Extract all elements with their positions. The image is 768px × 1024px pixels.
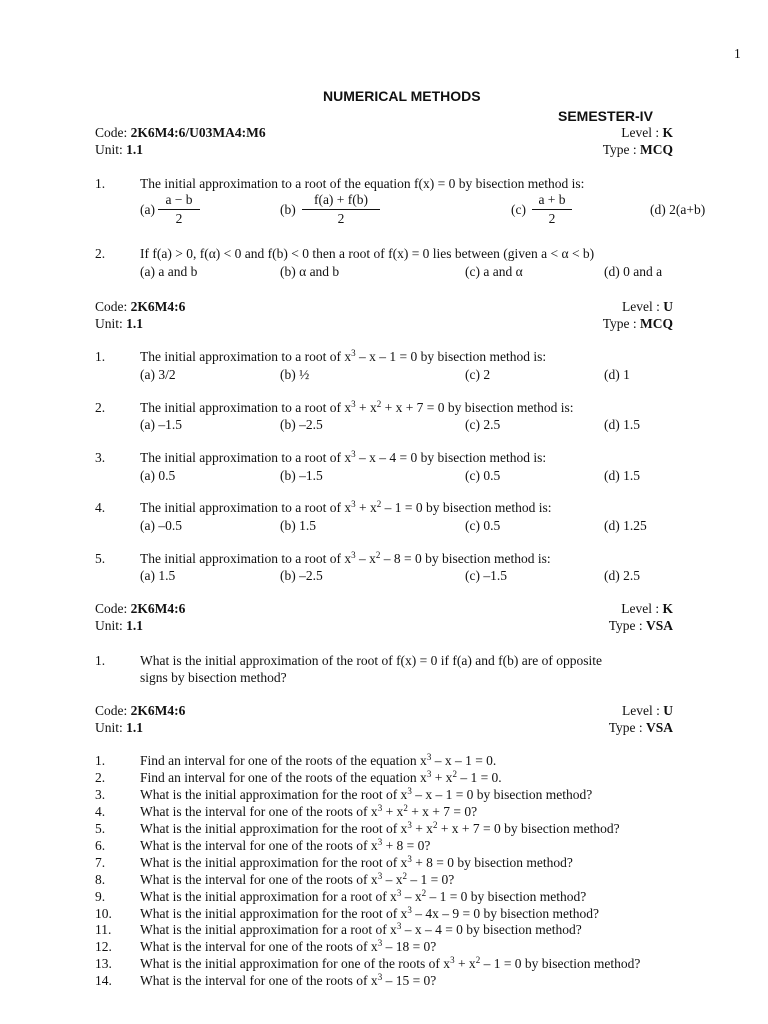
- code-label: Code:: [95, 601, 128, 616]
- type-label: Type :: [608, 720, 643, 735]
- option-d: (d) 2(a+b): [650, 202, 706, 217]
- question-number: 3.: [95, 450, 106, 465]
- option-a-label: (a): [140, 202, 155, 217]
- section-2-level: [622, 299, 673, 315]
- denominator: 2: [548, 211, 556, 226]
- denominator: 2: [337, 211, 345, 226]
- question-number: 2.: [95, 400, 106, 415]
- item-number: 10.: [95, 906, 112, 921]
- level-label: Level :: [622, 299, 660, 314]
- document-title: NUMERICAL METHODS: [323, 88, 481, 104]
- unit-label: Unit:: [95, 618, 123, 633]
- question-text: If f(a) > 0, f(α) < 0 and f(b) < 0 then a root of f(x) = 0 lies between (given a < α < b): [140, 246, 595, 261]
- item-text: What is the initial approximation for the root of $x^3 + 8 = 0$ by bisection method?: [140, 854, 573, 870]
- unit-value: 1.1: [126, 316, 144, 331]
- option-b: (b) –2.5: [280, 417, 323, 432]
- option-c-fraction: [532, 192, 572, 227]
- item-number: 7.: [95, 855, 106, 870]
- numerator: a + b: [538, 192, 566, 207]
- question-text: The initial approximation to a root of $x^3 - x - 1 = 0$ by bisection method is:: [140, 348, 547, 364]
- section-2-type: [603, 316, 673, 332]
- type-value: VSA: [645, 720, 673, 735]
- item-number: 14.: [95, 973, 112, 988]
- option-b: (b) –2.5: [280, 568, 323, 583]
- option-b: (b) 1.5: [280, 518, 316, 533]
- item-number: 12.: [95, 939, 112, 954]
- option-a: (a) 1.5: [140, 568, 176, 583]
- unit-value: 1.1: [126, 720, 144, 735]
- type-label: Type :: [602, 316, 637, 331]
- option-d: (d) 1.5: [604, 417, 640, 432]
- option-a: (a) –1.5: [140, 417, 182, 432]
- section-1-unit: [95, 142, 143, 158]
- option-d: (d) 0 and a: [604, 264, 663, 279]
- item-text: What is the interval for one of the roots of $x^3 + 8 = 0$?: [140, 837, 431, 853]
- section-1-code: [95, 125, 266, 141]
- page-number: 1: [734, 46, 741, 61]
- item-number: 11.: [95, 922, 112, 937]
- question-number: 1.: [95, 176, 106, 191]
- section-2-unit: [95, 316, 143, 332]
- section-4-code: [95, 703, 185, 719]
- question-text: The initial approximation to a root of $x^3 - x - 4 = 0$ by bisection method is:: [140, 449, 547, 465]
- option-b: (b) α and b: [280, 264, 340, 279]
- section-4-type: [609, 720, 673, 736]
- option-c: (c) 0.5: [465, 468, 501, 483]
- code-value: 2K6M4:6: [130, 601, 186, 616]
- option-d: (d) 1.25: [604, 518, 647, 533]
- level-value: K: [662, 125, 673, 140]
- section-3-unit: [95, 618, 143, 634]
- item-number: 5.: [95, 821, 106, 836]
- item-text: Find an interval for one of the roots of the equation $x^3 - x - 1 = 0$.: [140, 752, 497, 768]
- option-b-label: (b): [280, 202, 296, 217]
- question-text: The initial approximation to a root of $x^3 - x^2 - 8 = 0$ by bisection method is:: [140, 550, 551, 566]
- item-text: What is the interval for one of the roots of $x^3 - 18 = 0$?: [140, 938, 437, 954]
- question-text-line-2: signs by bisection method?: [140, 670, 287, 685]
- section-3-level: [621, 601, 673, 617]
- item-number: 6.: [95, 838, 106, 853]
- item-text: What is the interval for one of the roots of $x^3 - 15 = 0$?: [140, 972, 437, 988]
- item-number: 9.: [95, 889, 106, 904]
- item-number: 1.: [95, 753, 106, 768]
- question-text: The initial approximation to a root of $x^3 + x^2 - 1 = 0$ by bisection method is:: [140, 499, 552, 515]
- section-3-code: [95, 601, 185, 617]
- section-1-level: [621, 125, 673, 141]
- semester-label: SEMESTER-IV: [558, 108, 653, 124]
- item-number: 3.: [95, 787, 106, 802]
- code-value: 2K6M4:6: [130, 703, 186, 718]
- option-c: (c) 2: [465, 367, 491, 382]
- question-number: 1.: [95, 653, 106, 668]
- item-text: What is the interval for one of the roots of $x^3 - x^2 - 1 = 0$?: [140, 871, 455, 887]
- option-a: (a) –0.5: [140, 518, 182, 533]
- question-number: 2.: [95, 246, 106, 261]
- level-label: Level :: [621, 125, 660, 140]
- unit-label: Unit:: [95, 142, 123, 157]
- item-text: What is the initial approximation for one of the roots of $x^3 + x^2 - 1 = 0$ by bisection method?: [140, 955, 641, 971]
- question-text: The initial approximation to a root of the equation f(x) = 0 by bisection method is:: [140, 176, 585, 191]
- type-value: VSA: [645, 618, 673, 633]
- code-value: 2K6M4:6/U03MA4:M6: [130, 125, 266, 140]
- item-number: 2.: [95, 770, 106, 785]
- item-text: What is the initial approximation for a root of $x^3 - x^2 - 1 = 0$ by bisection method?: [140, 888, 587, 904]
- section-4-level: [622, 703, 673, 719]
- option-d: (d) 1: [604, 367, 630, 382]
- option-a-fraction: [158, 192, 200, 227]
- option-d: (d) 1.5: [604, 468, 640, 483]
- option-c: (c) 0.5: [465, 518, 501, 533]
- section-3-type: [609, 618, 673, 634]
- type-value: MCQ: [640, 142, 673, 157]
- option-b-fraction: [302, 192, 380, 227]
- denominator: 2: [175, 211, 183, 226]
- item-text: What is the initial approximation for the root of $x^3 - 4x - 9 = 0$ by bisection method?: [140, 905, 600, 921]
- section-2-code: [95, 299, 185, 315]
- unit-value: 1.1: [126, 142, 144, 157]
- unit-label: Unit:: [95, 316, 123, 331]
- option-a: (a) 0.5: [140, 468, 176, 483]
- unit-label: Unit:: [95, 720, 123, 735]
- item-text: Find an interval for one of the roots of the equation $x^3 + x^2 - 1 = 0$.: [140, 769, 502, 785]
- question-number: 5.: [95, 551, 106, 566]
- code-label: Code:: [95, 125, 128, 140]
- level-value: U: [663, 299, 673, 314]
- type-label: Type :: [608, 618, 643, 633]
- item-number: 4.: [95, 804, 106, 819]
- section-4-unit: [95, 720, 143, 736]
- option-b: (b) ½: [280, 367, 310, 382]
- item-text: What is the initial approximation for a root of $x^3 - x - 4 = 0$ by bisection method?: [140, 921, 582, 937]
- item-text: What is the interval for one of the roots of $x^3 + x^2 + x + 7 = 0$?: [140, 803, 478, 819]
- option-a: (a) 3/2: [140, 367, 176, 382]
- option-b: (b) –1.5: [280, 468, 323, 483]
- unit-value: 1.1: [126, 618, 144, 633]
- item-number: 13.: [95, 956, 112, 971]
- option-c: (c) 2.5: [465, 417, 501, 432]
- item-number: 8.: [95, 872, 106, 887]
- option-c: (c) –1.5: [465, 568, 507, 583]
- level-label: Level :: [622, 703, 660, 718]
- type-label: Type :: [602, 142, 637, 157]
- option-c: (c) a and α: [465, 264, 523, 279]
- code-label: Code:: [95, 299, 128, 314]
- level-value: U: [663, 703, 673, 718]
- item-text: What is the initial approximation for the root of $x^3 - x - 1 = 0$ by bisection method?: [140, 786, 593, 802]
- question-number: 1.: [95, 349, 106, 364]
- question-number: 4.: [95, 500, 106, 515]
- code-label: Code:: [95, 703, 128, 718]
- question-text-line-1: What is the initial approximation of the root of f(x) = 0 if f(a) and f(b) are of opposite: [140, 653, 602, 668]
- question-text: The initial approximation to a root of $x^3 + x^2 + x + 7 = 0$ by bisection method is:: [140, 399, 574, 415]
- type-value: MCQ: [640, 316, 673, 331]
- option-c-label: (c): [511, 202, 526, 217]
- section-1-type: [603, 142, 673, 158]
- item-text: What is the initial approximation for the root of $x^3 + x^2 + x + 7 = 0$ by bisection method?: [140, 820, 620, 836]
- level-value: K: [662, 601, 673, 616]
- code-value: 2K6M4:6: [130, 299, 186, 314]
- level-label: Level :: [621, 601, 660, 616]
- numerator: a − b: [165, 192, 193, 207]
- option-a: (a) a and b: [140, 264, 198, 279]
- numerator: f(a) + f(b): [313, 192, 369, 207]
- option-d: (d) 2.5: [604, 568, 640, 583]
